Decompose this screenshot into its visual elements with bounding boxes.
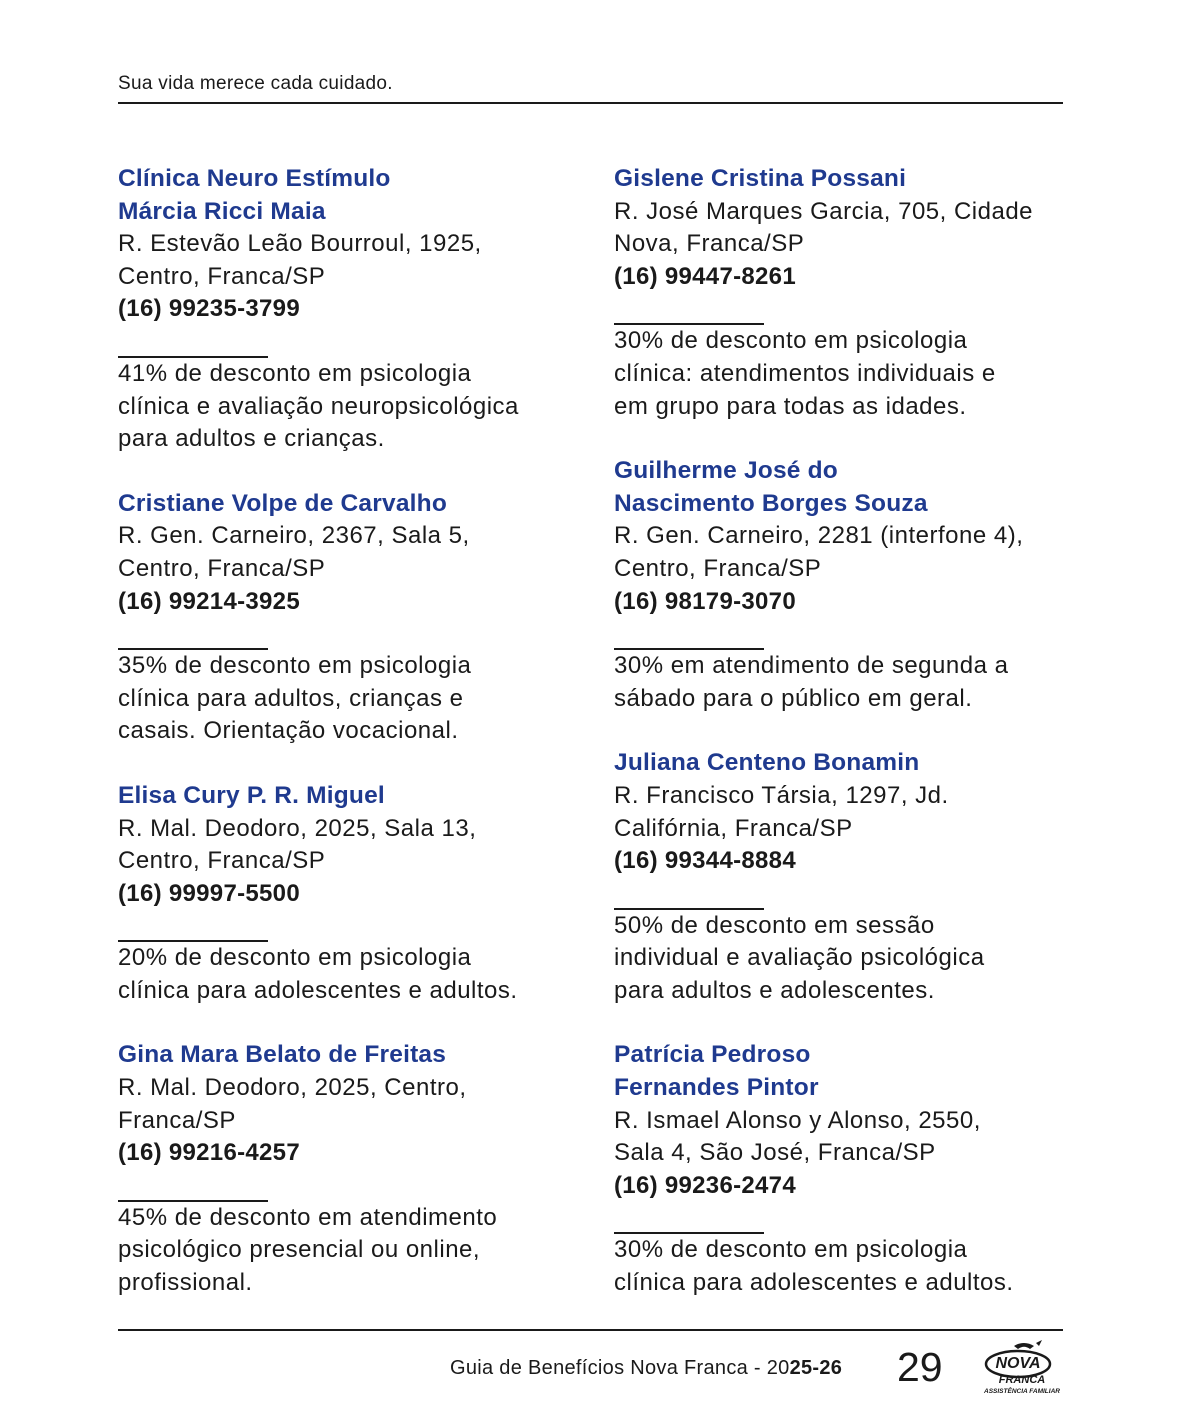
footer-guide-years: 25-26 xyxy=(789,1357,843,1379)
page-number: 29 xyxy=(897,1344,943,1390)
footer-divider xyxy=(118,1329,1063,1331)
provider-entry xyxy=(614,455,1074,715)
provider-name: Juliana Centeno Bonamin xyxy=(614,749,920,777)
provider-discount: 30% de desconto em psicologia clínica para adolescentes e adultos. xyxy=(614,1236,1014,1297)
provider-entry xyxy=(118,1039,578,1299)
provider-address: R. Gen. Carneiro, 2367, Sala 5, Centro, Franca/SP xyxy=(118,522,470,582)
provider-discount: 45% de desconto em atendimento psicológico presencial ou online, profissional. xyxy=(118,1203,498,1297)
provider-phone: (16) 99447-8261 xyxy=(614,262,796,290)
provider-name: Cristiane Volpe de Carvalho xyxy=(118,489,447,517)
provider-name: Guilherme José do Nascimento Borges Souza xyxy=(614,457,928,517)
provider-discount: 30% em atendimento de segunda a sábado para o público em geral. xyxy=(614,652,1009,712)
logo-bird-icon xyxy=(1014,1343,1034,1349)
provider-entry xyxy=(118,163,578,456)
provider-address: R. Estevão Leão Bourroul, 1925, Centro, Franca/SP xyxy=(118,230,482,290)
provider-address: R. Mal. Deodoro, 2025, Centro, Franca/SP xyxy=(118,1074,467,1134)
logo-line2: FRANCA xyxy=(998,1374,1046,1386)
logo-line3: ASSISTÊNCIA FAMILIAR xyxy=(984,1388,1060,1395)
provider-address: R. Ismael Alonso y Alonso, 2550, Sala 4, São José, Franca/SP xyxy=(614,1106,981,1167)
nova-franca-logo xyxy=(976,1340,1068,1398)
provider-entry xyxy=(118,488,578,748)
provider-address: R. José Marques Garcia, 705, Cidade Nova, Franca/SP xyxy=(614,197,1034,258)
provider-entry xyxy=(614,1039,1074,1299)
provider-entry xyxy=(614,747,1074,1007)
provider-name: Clínica Neuro Estímulo Márcia Ricci Maia xyxy=(118,165,391,225)
provider-discount: 41% de desconto em psicologia clínica e avaliação neuropsicológica para adultos e crianças. xyxy=(118,359,519,453)
footer-guide-title xyxy=(450,1357,842,1380)
provider-address: R. Gen. Carneiro, 2281 (interfone 4), Centro, Franca/SP xyxy=(614,522,1024,582)
provider-address: R. Mal. Deodoro, 2025, Sala 13, Centro, Franca/SP xyxy=(118,814,477,875)
provider-phone: (16) 99214-3925 xyxy=(118,587,300,615)
provider-phone: (16) 98179-3070 xyxy=(614,587,796,615)
right-column xyxy=(614,163,1074,1332)
provider-discount: 30% de desconto em psicologia clínica: atendimentos individuais e em grupo para todas as idades. xyxy=(614,327,996,420)
provider-name: Gislene Cristina Possani xyxy=(614,165,907,192)
provider-discount: 20% de desconto em psicologia clínica para adolescentes e adultos. xyxy=(118,944,518,1004)
provider-phone: (16) 99235-3799 xyxy=(118,295,300,323)
provider-discount: 50% de desconto em sessão individual e avaliação psicológica para adultos e adolescentes. xyxy=(614,911,985,1004)
provider-name: Patrícia Pedroso Fernandes Pintor xyxy=(614,1041,819,1102)
logo-line1: NOVA xyxy=(995,1355,1041,1372)
left-column xyxy=(118,163,578,1332)
provider-phone: (16) 99344-8884 xyxy=(614,847,796,875)
provider-address: R. Francisco Társia, 1297, Jd. Califórnia, Franca/SP xyxy=(614,781,949,842)
provider-name: Gina Mara Belato de Freitas xyxy=(118,1041,447,1069)
provider-entry xyxy=(614,163,1074,423)
provider-phone: (16) 99216-4257 xyxy=(118,1139,300,1167)
provider-phone: (16) 99236-2474 xyxy=(614,1171,796,1199)
header-tagline: Sua vida merece cada cuidado. xyxy=(118,73,393,94)
provider-phone: (16) 99997-5500 xyxy=(118,879,300,907)
logo-leaf-icon xyxy=(1036,1340,1042,1346)
header-divider xyxy=(118,102,1063,104)
provider-name: Elisa Cury P. R. Miguel xyxy=(118,781,385,809)
provider-discount: 35% de desconto em psicologia clínica para adultos, crianças e casais. Orientação vocacional. xyxy=(118,652,472,745)
provider-entry xyxy=(118,780,578,1008)
footer-guide-text: Guia de Benefícios Nova Franca - 20 xyxy=(450,1357,790,1379)
